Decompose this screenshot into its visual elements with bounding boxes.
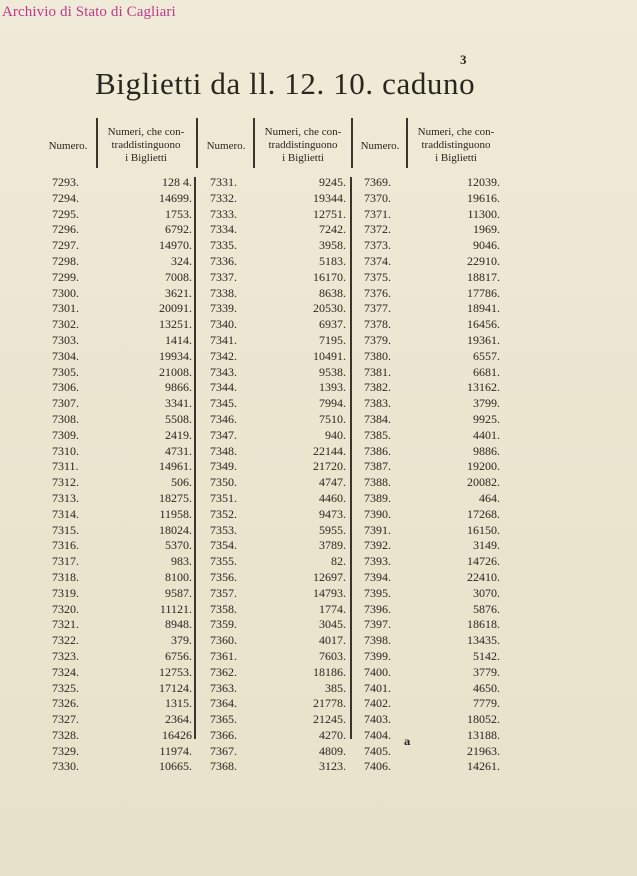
distinguishing-number: 9925. xyxy=(473,411,500,426)
distinguishing-number: 20082. xyxy=(467,475,500,490)
ticket-number: 7387. xyxy=(364,459,391,474)
distinguishing-number: 18052. xyxy=(467,712,500,727)
ticket-number: 7344. xyxy=(210,380,237,395)
distinguishing-number: 3958. xyxy=(319,238,346,253)
ticket-number: 7316. xyxy=(52,538,79,553)
distinguishing-number: 14261. xyxy=(467,759,500,774)
distinguishing-number: 16426 xyxy=(162,727,192,742)
distinguishing-number: 20091. xyxy=(159,301,192,316)
distinguishing-number: 21963. xyxy=(467,743,500,758)
distinguishing-number: 19200. xyxy=(467,459,500,474)
ticket-number: 7360. xyxy=(210,633,237,648)
distinguishing-number: 22144. xyxy=(313,443,346,458)
ticket-number: 7399. xyxy=(364,648,391,663)
ticket-number: 7366. xyxy=(210,727,237,742)
ticket-number: 7367. xyxy=(210,743,237,758)
distinguishing-number: 3123. xyxy=(319,759,346,774)
ticket-number: 7355. xyxy=(210,554,237,569)
distinguishing-number: 9886. xyxy=(473,443,500,458)
distinguishing-number: 3045. xyxy=(319,617,346,632)
distinguishing-number: 8638. xyxy=(319,285,346,300)
ticket-number: 7341. xyxy=(210,332,237,347)
ticket-number: 7406. xyxy=(364,759,391,774)
ticket-number: 7347. xyxy=(210,427,237,442)
distinguishing-number: 7779. xyxy=(473,696,500,711)
ticket-number: 7313. xyxy=(52,490,79,505)
ticket-number: 7320. xyxy=(52,601,79,616)
ticket-number: 7390. xyxy=(364,506,391,521)
distinguishing-number: 9866. xyxy=(165,380,192,395)
distinguishing-number: 385. xyxy=(325,680,346,695)
ticket-number: 7377. xyxy=(364,301,391,316)
ticket-number: 7381. xyxy=(364,364,391,379)
ticket-number: 7293. xyxy=(52,175,79,189)
distinguishing-number: 10491. xyxy=(313,348,346,363)
ticket-number: 7393. xyxy=(364,554,391,569)
distinguishing-number: 3799. xyxy=(473,396,500,411)
distinguishing-number: 4747. xyxy=(319,475,346,490)
numeri-column-1 xyxy=(112,175,192,775)
ticket-number: 7305. xyxy=(52,364,79,379)
ticket-number: 7312. xyxy=(52,475,79,490)
ticket-number: 7401. xyxy=(364,680,391,695)
ticket-number: 7303. xyxy=(52,332,79,347)
distinguishing-number: 19344. xyxy=(313,190,346,205)
distinguishing-number: 1414. xyxy=(165,332,192,347)
distinguishing-number: 7195. xyxy=(319,332,346,347)
ticket-number: 7361. xyxy=(210,648,237,663)
ticket-number: 7321. xyxy=(52,617,79,632)
ticket-number: 7395. xyxy=(364,585,391,600)
ticket-number: 7315. xyxy=(52,522,79,537)
distinguishing-number: 3341. xyxy=(165,396,192,411)
distinguishing-number: 128 4. xyxy=(162,175,192,189)
distinguishing-number: 11974. xyxy=(159,743,192,758)
distinguishing-number: 16456. xyxy=(467,317,500,332)
ticket-number: 7333. xyxy=(210,206,237,221)
distinguishing-number: 18817. xyxy=(467,269,500,284)
distinguishing-number: 13251. xyxy=(159,317,192,332)
ticket-number: 7382. xyxy=(364,380,391,395)
ticket-number: 7394. xyxy=(364,569,391,584)
distinguishing-number: 2419. xyxy=(165,427,192,442)
distinguishing-number: 19361. xyxy=(467,332,500,347)
ticket-number: 7379. xyxy=(364,332,391,347)
ticket-number: 7396. xyxy=(364,601,391,616)
distinguishing-number: 22910. xyxy=(467,253,500,268)
distinguishing-number: 4017. xyxy=(319,633,346,648)
header-numero-1: Numero. xyxy=(48,140,88,152)
ticket-number: 7353. xyxy=(210,522,237,537)
ticket-number: 7334. xyxy=(210,222,237,237)
ticket-number: 7339. xyxy=(210,301,237,316)
distinguishing-number: 3779. xyxy=(473,664,500,679)
header-numeri-1: Numeri, che con- traddistinguono i Biglietti xyxy=(107,126,185,164)
distinguishing-number: 17268. xyxy=(467,506,500,521)
distinguishing-number: 3621. xyxy=(165,285,192,300)
ticket-number: 7359. xyxy=(210,617,237,632)
ticket-number: 7358. xyxy=(210,601,237,616)
ticket-number: 7403. xyxy=(364,712,391,727)
distinguishing-number: 1393. xyxy=(319,380,346,395)
distinguishing-number: 18275. xyxy=(159,490,192,505)
ticket-number: 7362. xyxy=(210,664,237,679)
column-divider xyxy=(350,177,352,739)
ticket-number: 7310. xyxy=(52,443,79,458)
distinguishing-number: 21008. xyxy=(159,364,192,379)
ticket-number: 7373. xyxy=(364,238,391,253)
distinguishing-number: 21720. xyxy=(313,459,346,474)
distinguishing-number: 2364. xyxy=(165,712,192,727)
ticket-number: 7323. xyxy=(52,648,79,663)
ticket-number: 7392. xyxy=(364,538,391,553)
ticket-number: 7372. xyxy=(364,222,391,237)
page-title: Biglietti da ll. 12. 10. caduno xyxy=(95,66,476,101)
ticket-number: 7306. xyxy=(52,380,79,395)
ticket-number: 7307. xyxy=(52,396,79,411)
ticket-number: 7301. xyxy=(52,301,79,316)
ticket-number: 7295. xyxy=(52,206,79,221)
distinguishing-number: 9538. xyxy=(319,364,346,379)
ticket-number: 7335. xyxy=(210,238,237,253)
distinguishing-number: 4270. xyxy=(319,727,346,742)
distinguishing-number: 4401. xyxy=(473,427,500,442)
ticket-number: 7354. xyxy=(210,538,237,553)
distinguishing-number: 9587. xyxy=(165,585,192,600)
ticket-number: 7398. xyxy=(364,633,391,648)
header-numeri-3: Numeri, che con- traddistinguono i Biglietti xyxy=(417,126,495,164)
ticket-number: 7345. xyxy=(210,396,237,411)
ticket-number: 7350. xyxy=(210,475,237,490)
distinguishing-number: 5183. xyxy=(319,253,346,268)
ticket-number: 7351. xyxy=(210,490,237,505)
ticket-number: 7317. xyxy=(52,554,79,569)
distinguishing-number: 11958. xyxy=(159,506,192,521)
distinguishing-number: 6557. xyxy=(473,348,500,363)
ticket-number: 7336. xyxy=(210,253,237,268)
ticket-number: 7364. xyxy=(210,696,237,711)
page-number: 3 xyxy=(460,52,467,67)
distinguishing-number: 7603. xyxy=(319,648,346,663)
distinguishing-number: 19616. xyxy=(467,190,500,205)
ticket-number: 7324. xyxy=(52,664,79,679)
distinguishing-number: 13188. xyxy=(467,727,500,742)
distinguishing-number: 14726. xyxy=(467,554,500,569)
ticket-number: 7371. xyxy=(364,206,391,221)
distinguishing-number: 12697. xyxy=(313,569,346,584)
distinguishing-number: 8100. xyxy=(165,569,192,584)
ticket-number: 7330. xyxy=(52,759,79,774)
ticket-number: 7329. xyxy=(52,743,79,758)
ticket-number: 7404. xyxy=(364,727,391,742)
distinguishing-number: 3070. xyxy=(473,585,500,600)
distinguishing-number: 20530. xyxy=(313,301,346,316)
distinguishing-number: 7510. xyxy=(319,411,346,426)
ticket-number: 7368. xyxy=(210,759,237,774)
ticket-number: 7294. xyxy=(52,190,79,205)
ticket-number: 7302. xyxy=(52,317,79,332)
distinguishing-number: 14961. xyxy=(159,459,192,474)
ticket-number: 7325. xyxy=(52,680,79,695)
distinguishing-number: 6756. xyxy=(165,648,192,663)
ticket-number: 7300. xyxy=(52,285,79,300)
column-divider xyxy=(194,177,196,739)
ticket-number: 7386. xyxy=(364,443,391,458)
ticket-number: 7349. xyxy=(210,459,237,474)
distinguishing-number: 21778. xyxy=(313,696,346,711)
ticket-number: 7348. xyxy=(210,443,237,458)
ticket-number: 7319. xyxy=(52,585,79,600)
ticket-number: 7326. xyxy=(52,696,79,711)
distinguishing-number: 1969. xyxy=(473,222,500,237)
ticket-number: 7383. xyxy=(364,396,391,411)
header-numero-2: Numero. xyxy=(206,140,246,152)
distinguishing-number: 12753. xyxy=(159,664,192,679)
ticket-number: 7337. xyxy=(210,269,237,284)
ticket-number: 7331. xyxy=(210,175,237,189)
ticket-number: 7309. xyxy=(52,427,79,442)
ticket-number: 7365. xyxy=(210,712,237,727)
ticket-number: 7384. xyxy=(364,411,391,426)
ticket-number: 7342. xyxy=(210,348,237,363)
ticket-number: 7385. xyxy=(364,427,391,442)
distinguishing-number: 16150. xyxy=(467,522,500,537)
ticket-number: 7391. xyxy=(364,522,391,537)
ticket-number: 7340. xyxy=(210,317,237,332)
distinguishing-number: 18024. xyxy=(159,522,192,537)
distinguishing-number: 14793. xyxy=(313,585,346,600)
ticket-number: 7378. xyxy=(364,317,391,332)
distinguishing-number: 1315. xyxy=(165,696,192,711)
header-divider xyxy=(96,118,98,168)
distinguishing-number: 324. xyxy=(171,253,192,268)
distinguishing-number: 7008. xyxy=(165,269,192,284)
archive-watermark: Archivio di Stato di Cagliari xyxy=(2,4,176,20)
distinguishing-number: 6792. xyxy=(165,222,192,237)
distinguishing-number: 983. xyxy=(171,554,192,569)
ticket-number: 7343. xyxy=(210,364,237,379)
distinguishing-number: 14699. xyxy=(159,190,192,205)
ticket-number: 7400. xyxy=(364,664,391,679)
ticket-number: 7374. xyxy=(364,253,391,268)
distinguishing-number: 4460. xyxy=(319,490,346,505)
distinguishing-number: 18941. xyxy=(467,301,500,316)
distinguishing-number: 11300. xyxy=(467,206,500,221)
ticket-number: 7327. xyxy=(52,712,79,727)
ticket-number: 7328. xyxy=(52,727,79,742)
distinguishing-number: 17124. xyxy=(159,680,192,695)
distinguishing-number: 8948. xyxy=(165,617,192,632)
ticket-number: 7296. xyxy=(52,222,79,237)
distinguishing-number: 506. xyxy=(171,475,192,490)
distinguishing-number: 5142. xyxy=(473,648,500,663)
distinguishing-number: 4650. xyxy=(473,680,500,695)
distinguishing-number: 12751. xyxy=(313,206,346,221)
ticket-number: 7298. xyxy=(52,253,79,268)
distinguishing-number: 18186. xyxy=(313,664,346,679)
distinguishing-number: 13162. xyxy=(467,380,500,395)
distinguishing-number: 14970. xyxy=(159,238,192,253)
numeri-column-2 xyxy=(262,175,346,775)
distinguishing-number: 3789. xyxy=(319,538,346,553)
header-divider xyxy=(253,118,255,168)
ticket-number: 7304. xyxy=(52,348,79,363)
ticket-number: 7402. xyxy=(364,696,391,711)
ticket-number: 7388. xyxy=(364,475,391,490)
distinguishing-number: 464. xyxy=(479,490,500,505)
header-numero-3: Numero. xyxy=(360,140,400,152)
distinguishing-number: 6681. xyxy=(473,364,500,379)
numero-column-1 xyxy=(52,175,102,775)
distinguishing-number: 5955. xyxy=(319,522,346,537)
distinguishing-number: 17786. xyxy=(467,285,500,300)
ticket-number: 7352. xyxy=(210,506,237,521)
distinguishing-number: 940. xyxy=(325,427,346,442)
distinguishing-number: 9245. xyxy=(319,175,346,189)
ticket-number: 7346. xyxy=(210,411,237,426)
ticket-number: 7308. xyxy=(52,411,79,426)
distinguishing-number: 7242. xyxy=(319,222,346,237)
ticket-number: 7338. xyxy=(210,285,237,300)
ticket-number: 7370. xyxy=(364,190,391,205)
distinguishing-number: 5370. xyxy=(165,538,192,553)
numero-column-2 xyxy=(210,175,260,775)
distinguishing-number: 10665. xyxy=(159,759,192,774)
distinguishing-number: 18618. xyxy=(467,617,500,632)
numeri-column-3 xyxy=(418,175,500,775)
ticket-number: 7314. xyxy=(52,506,79,521)
distinguishing-number: 82. xyxy=(331,554,346,569)
ticket-number: 7318. xyxy=(52,569,79,584)
distinguishing-number: 7994. xyxy=(319,396,346,411)
ticket-number: 7376. xyxy=(364,285,391,300)
ticket-number: 7397. xyxy=(364,617,391,632)
ticket-number: 7332. xyxy=(210,190,237,205)
ticket-number: 7389. xyxy=(364,490,391,505)
distinguishing-number: 4809. xyxy=(319,743,346,758)
ticket-number: 7363. xyxy=(210,680,237,695)
ticket-number: 7297. xyxy=(52,238,79,253)
header-divider xyxy=(196,118,198,168)
distinguishing-number: 13435. xyxy=(467,633,500,648)
distinguishing-number: 9473. xyxy=(319,506,346,521)
ticket-number: 7322. xyxy=(52,633,79,648)
ticket-number: 7375. xyxy=(364,269,391,284)
distinguishing-number: 1774. xyxy=(319,601,346,616)
distinguishing-number: 5508. xyxy=(165,411,192,426)
distinguishing-number: 3149. xyxy=(473,538,500,553)
distinguishing-number: 379. xyxy=(171,633,192,648)
header-divider xyxy=(406,118,408,168)
ticket-number: 7357. xyxy=(210,585,237,600)
signature-mark: a xyxy=(404,737,411,748)
distinguishing-number: 16170. xyxy=(313,269,346,284)
distinguishing-number: 9046. xyxy=(473,238,500,253)
ticket-number: 7369. xyxy=(364,175,391,189)
header-numeri-2: Numeri, che con- traddistinguono i Biglietti xyxy=(264,126,342,164)
distinguishing-number: 1753. xyxy=(165,206,192,221)
distinguishing-number: 6937. xyxy=(319,317,346,332)
ticket-number: 7405. xyxy=(364,743,391,758)
numero-column-3 xyxy=(364,175,414,775)
distinguishing-number: 12039. xyxy=(467,175,500,189)
ticket-number: 7356. xyxy=(210,569,237,584)
distinguishing-number: 11121. xyxy=(159,601,192,616)
ticket-number: 7380. xyxy=(364,348,391,363)
distinguishing-number: 21245. xyxy=(313,712,346,727)
distinguishing-number: 19934. xyxy=(159,348,192,363)
distinguishing-number: 5876. xyxy=(473,601,500,616)
distinguishing-number: 4731. xyxy=(165,443,192,458)
distinguishing-number: 22410. xyxy=(467,569,500,584)
ticket-number: 7311. xyxy=(52,459,79,474)
ticket-number: 7299. xyxy=(52,269,79,284)
header-divider xyxy=(351,118,353,168)
